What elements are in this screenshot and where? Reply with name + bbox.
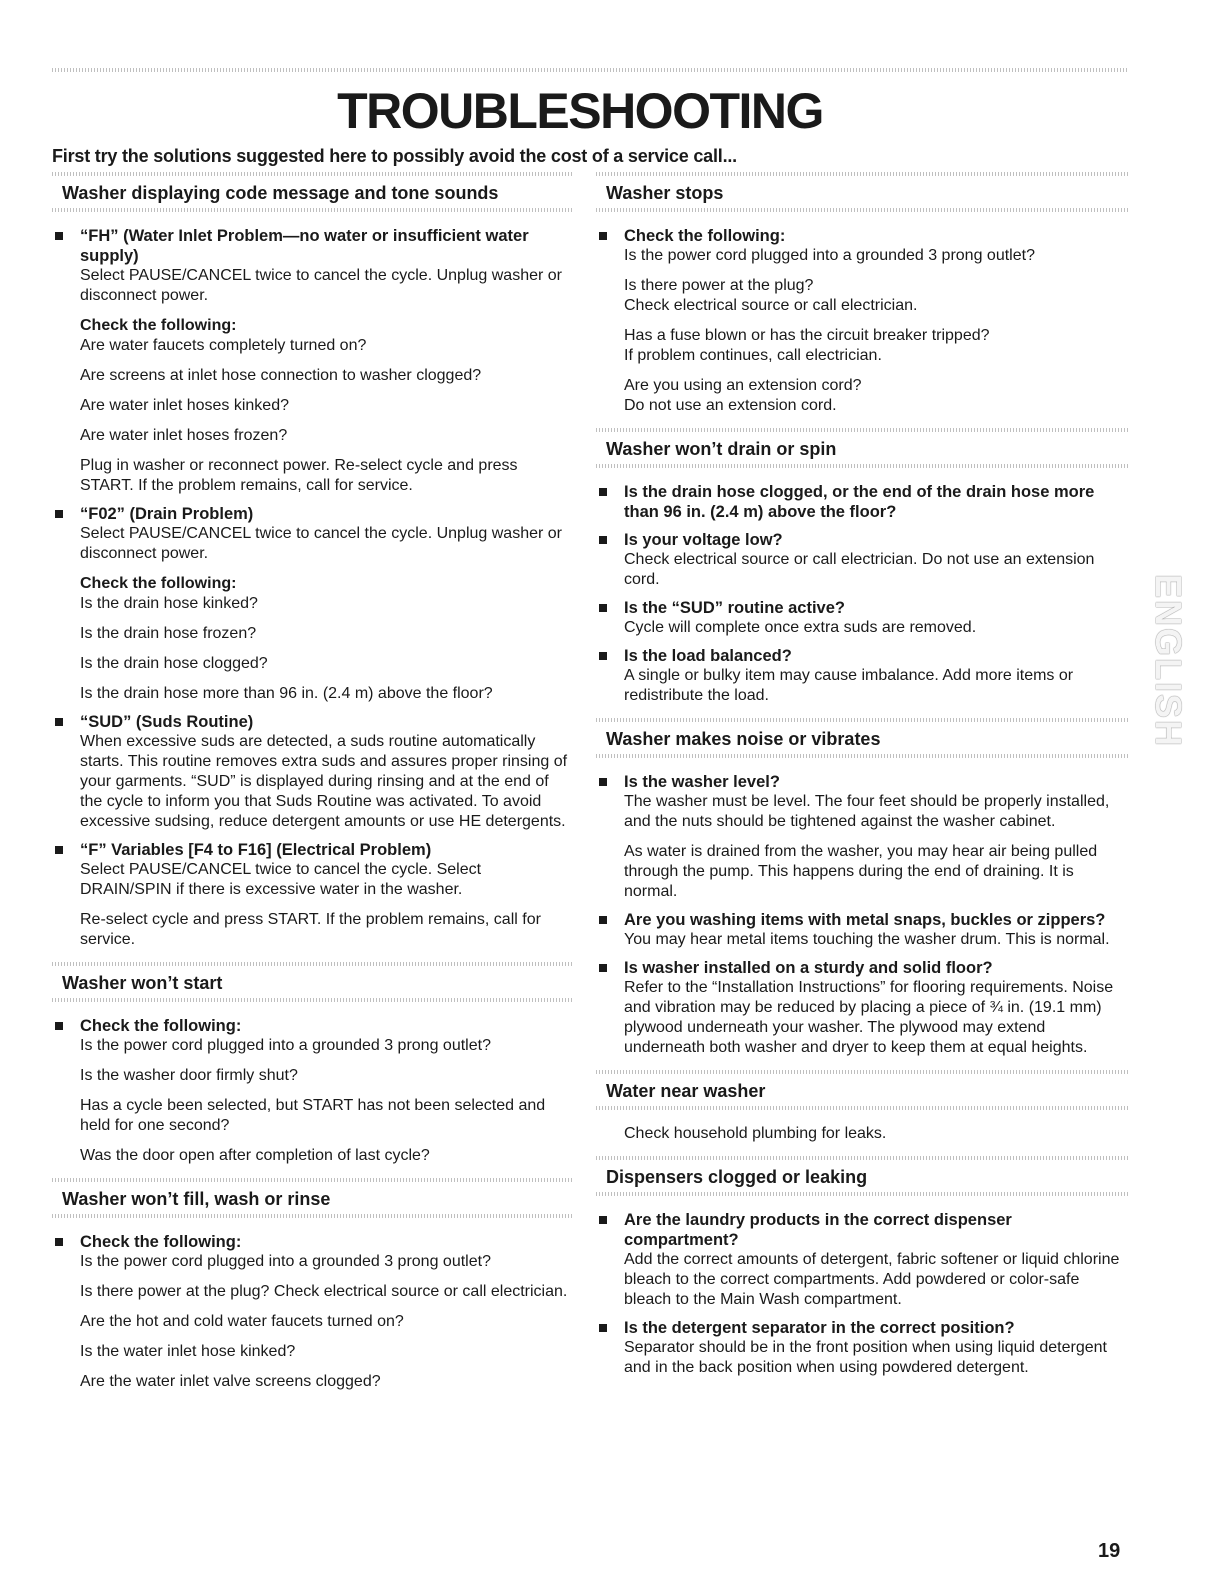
list-item — [596, 530, 1128, 590]
square-bullet-icon — [55, 718, 63, 726]
item-text: Are the water inlet valve screens clogged? — [80, 1373, 381, 1390]
list-item — [52, 1232, 572, 1392]
list-item — [596, 1210, 1128, 1310]
item-text: Are water inlet hoses kinked? — [80, 397, 289, 414]
item-text: Select PAUSE/CANCEL twice to cancel the cycle. Unplug washer or disconnect power. — [80, 525, 562, 562]
section-bottom-rule — [596, 1192, 1128, 1196]
item-title: “F” Variables [F4 to F16] (Electrical Problem) — [80, 841, 432, 859]
square-bullet-icon — [599, 536, 607, 544]
item-text: Is the drain hose clogged? — [80, 655, 268, 672]
item-title: “SUD” (Suds Routine) — [80, 713, 254, 731]
list-item — [52, 840, 572, 950]
item-text: Cycle will complete once extra suds are removed. — [624, 619, 977, 636]
item-text: Is the drain hose frozen? — [80, 625, 257, 642]
section-heading: Washer won’t fill, wash or rinse — [62, 1189, 331, 1209]
list-item — [596, 910, 1128, 950]
item-text: Add the correct amounts of detergent, fabric softener or liquid chlorine bleach to the correct compartments. Add powdered or color-safe bleach to the Main Wash compartment. — [624, 1251, 1120, 1308]
troubleshooting-section — [596, 1070, 1128, 1144]
section-bottom-rule — [52, 208, 572, 212]
section-bottom-rule — [596, 208, 1128, 212]
item-title: Are the laundry products in the correct dispenser compartment? — [624, 1211, 1012, 1249]
section-bottom-rule — [52, 1214, 572, 1218]
item-text: Is the power cord plugged into a grounded 3 prong outlet? — [80, 1037, 491, 1054]
troubleshooting-section — [52, 962, 572, 1166]
square-bullet-icon — [55, 846, 63, 854]
page-title: TROUBLESHOOTING — [337, 83, 823, 139]
list-item — [596, 226, 1128, 416]
section-body — [52, 1002, 572, 1166]
item-text: Select PAUSE/CANCEL twice to cancel the cycle. Select DRAIN/SPIN if there is excessive water in the washer. — [80, 861, 482, 898]
section-top-rule — [596, 718, 1128, 722]
section-heading: Washer displaying code message and tone sounds — [62, 183, 499, 203]
item-title: Is the detergent separator in the correct position? — [624, 1319, 1015, 1337]
section-body — [52, 212, 572, 950]
section-top-rule — [596, 172, 1128, 176]
section-top-rule — [52, 172, 572, 176]
item-text: Is there power at the plug? Check electrical source or call electrician. — [80, 1283, 568, 1300]
item-text: Has a fuse blown or has the circuit breaker tripped? — [624, 327, 990, 344]
item-text: Was the door open after completion of last cycle? — [80, 1147, 430, 1164]
troubleshooting-section — [596, 718, 1128, 1058]
item-text: Is the drain hose more than 96 in. (2.4 m) above the floor? — [80, 685, 493, 702]
page-number: 19 — [1098, 1540, 1121, 1562]
list-item — [596, 646, 1128, 706]
section-body — [52, 1218, 572, 1392]
square-bullet-icon — [599, 232, 607, 240]
item-title: Is the drain hose clogged, or the end of the drain hose more than 96 in. (2.4 m) above the floor? — [624, 483, 1095, 521]
item-title: Is washer installed on a sturdy and solid floor? — [624, 959, 993, 977]
square-bullet-icon — [599, 604, 607, 612]
item-text: Re-select cycle and press START. If the problem remains, call for service. — [80, 911, 541, 948]
section-heading: Washer won’t start — [62, 973, 223, 993]
intro-text: First try the solutions suggested here to possibly avoid the cost of a service call... — [52, 146, 737, 166]
section-top-rule — [52, 962, 572, 966]
item-text: Are screens at inlet hose connection to washer clogged? — [80, 367, 482, 384]
section-heading: Washer won’t drain or spin — [606, 439, 837, 459]
item-text: Plug in washer or reconnect power. Re-select cycle and press START. If the problem remains, call for service. — [80, 457, 518, 494]
section-bottom-rule — [596, 754, 1128, 758]
item-title: Check the following: — [80, 1233, 242, 1251]
top-rule — [52, 68, 1128, 72]
item-text: Is the power cord plugged into a grounded 3 prong outlet? — [624, 247, 1035, 264]
language-tab — [1148, 566, 1190, 756]
check-heading: Check the following: — [80, 575, 237, 592]
section-body — [596, 468, 1128, 706]
item-text: Separator should be in the front position when using liquid detergent and in the back position when using powdered detergent. — [624, 1339, 1107, 1376]
section-top-rule — [52, 1178, 572, 1182]
square-bullet-icon — [599, 964, 607, 972]
section-top-rule — [596, 1070, 1128, 1074]
square-bullet-icon — [599, 916, 607, 924]
square-bullet-icon — [599, 652, 607, 660]
check-heading: Check the following: — [80, 317, 237, 334]
troubleshooting-section — [52, 1178, 572, 1392]
item-text: You may hear metal items touching the washer drum. This is normal. — [624, 931, 1110, 948]
troubleshooting-section — [596, 1156, 1128, 1378]
item-text: Are you using an extension cord? — [624, 377, 862, 394]
item-text: The washer must be level. The four feet should be properly installed, and the nuts should be tightened against the washer cabinet. — [624, 793, 1110, 830]
item-text: Do not use an extension cord. — [624, 397, 837, 414]
square-bullet-icon — [55, 510, 63, 518]
right-column — [596, 172, 1128, 1390]
list-item — [596, 772, 1128, 902]
item-title: Is your voltage low? — [624, 531, 783, 549]
item-title: Is the load balanced? — [624, 647, 792, 665]
square-bullet-icon — [599, 1324, 607, 1332]
section-heading: Dispensers clogged or leaking — [606, 1167, 868, 1187]
item-text: Select PAUSE/CANCEL twice to cancel the cycle. Unplug washer or disconnect power. — [80, 267, 562, 304]
section-body — [596, 758, 1128, 1058]
item-text: A single or bulky item may cause imbalance. Add more items or redistribute the load. — [624, 667, 1074, 704]
item-title: Check the following: — [80, 1017, 242, 1035]
section-heading: Water near washer — [606, 1081, 766, 1101]
list-item — [596, 1318, 1128, 1378]
list-item — [596, 482, 1128, 522]
item-text: Check electrical source or call electrician. Do not use an extension cord. — [624, 551, 1095, 588]
section-body — [596, 1110, 1128, 1144]
item-text: Is the power cord plugged into a grounded 3 prong outlet? — [80, 1253, 491, 1270]
item-text: When excessive suds are detected, a suds routine automatically starts. This routine removes extra suds and assures proper rinsing of your garments. “SUD” is displayed during rinsing and at the end of the cycle to inform you that Suds Routine was activated. To avoid excessive sudsing, reduce detergent amounts or use HE detergents. — [80, 733, 568, 830]
item-text: Are water inlet hoses frozen? — [80, 427, 288, 444]
section-top-rule — [596, 428, 1128, 432]
square-bullet-icon — [55, 1022, 63, 1030]
section-bottom-rule — [596, 464, 1128, 468]
item-text: If problem continues, call electrician. — [624, 347, 882, 364]
item-title: Is the “SUD” routine active? — [624, 599, 845, 617]
item-text: Are water faucets completely turned on? — [80, 337, 367, 354]
item-text: Check electrical source or call electrician. — [624, 297, 918, 314]
troubleshooting-section — [596, 428, 1128, 706]
section-heading: Washer stops — [606, 183, 724, 203]
item-title: “F02” (Drain Problem) — [80, 505, 254, 523]
section-bottom-rule — [596, 1106, 1128, 1110]
section-body — [596, 212, 1128, 416]
item-text: Are the hot and cold water faucets turned on? — [80, 1313, 404, 1330]
language-tab-label: ENGLISH — [1148, 573, 1190, 749]
section-body — [596, 1196, 1128, 1378]
section-bottom-rule — [52, 998, 572, 1002]
item-text: Refer to the “Installation Instructions” for flooring requirements. Noise and vibration may be reduced by placing a piece of ¾ in. (19.1 mm) plywood underneath your washer. The plywood may extend underneath both washer and dryer to keep them at equal heights. — [624, 979, 1114, 1056]
item-text: Is the washer door firmly shut? — [80, 1067, 298, 1084]
item-text: Is the drain hose kinked? — [80, 595, 258, 612]
square-bullet-icon — [599, 778, 607, 786]
square-bullet-icon — [55, 232, 63, 240]
item-title: Check the following: — [624, 227, 786, 245]
item-title: Is the washer level? — [624, 773, 780, 791]
list-item — [52, 504, 572, 704]
troubleshooting-section — [52, 172, 572, 950]
list-item — [52, 712, 572, 832]
list-item — [596, 958, 1128, 1058]
item-text: Is the water inlet hose kinked? — [80, 1343, 296, 1360]
square-bullet-icon — [55, 1238, 63, 1246]
list-item — [52, 226, 572, 496]
item-text: Is there power at the plug? — [624, 277, 814, 294]
section-heading: Washer makes noise or vibrates — [606, 729, 881, 749]
left-column — [52, 172, 572, 1404]
section-top-rule — [596, 1156, 1128, 1160]
square-bullet-icon — [599, 488, 607, 496]
item-title: Are you washing items with metal snaps, buckles or zippers? — [624, 911, 1106, 929]
item-title: “FH” (Water Inlet Problem—no water or insufficient water supply) — [80, 227, 529, 265]
item-text: Has a cycle been selected, but START has not been selected and held for one second? — [80, 1097, 546, 1134]
item-text: As water is drained from the washer, you may hear air being pulled through the pump. This happens during the end of draining. It is normal. — [624, 843, 1098, 900]
troubleshooting-section — [596, 172, 1128, 416]
section-text: Check household plumbing for leaks. — [624, 1125, 887, 1142]
square-bullet-icon — [599, 1216, 607, 1224]
list-item — [596, 598, 1128, 638]
list-item — [52, 1016, 572, 1166]
